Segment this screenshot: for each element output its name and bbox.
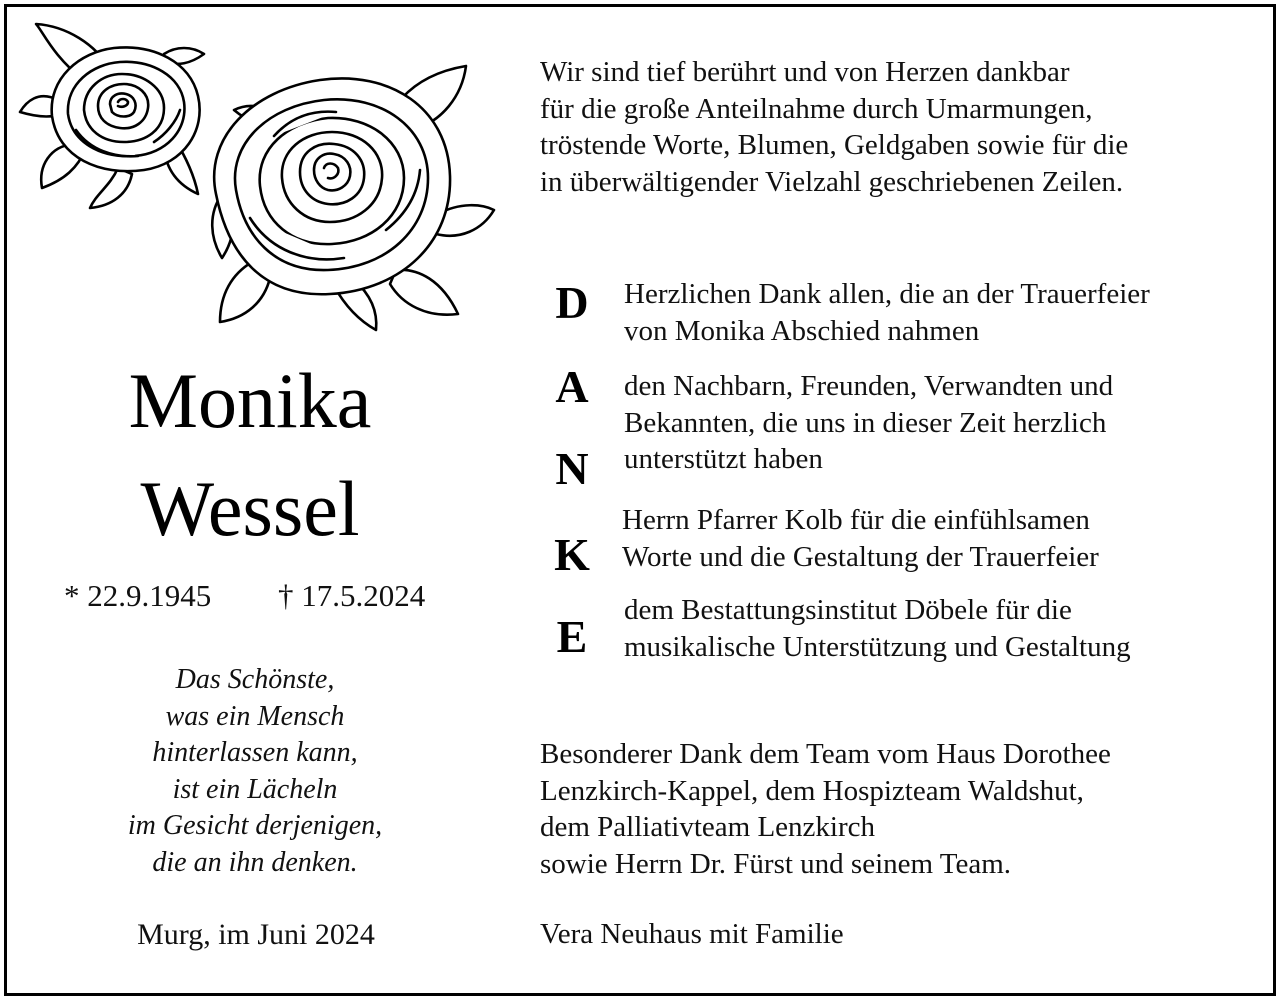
entry-line: musikalische Unterstützung und Gestaltung bbox=[624, 630, 1131, 663]
entry-line: dem Bestattungsinstitut Döbele für die bbox=[624, 594, 1072, 626]
poem-line: Das Schönste, bbox=[175, 664, 335, 695]
poem-line: was ein Mensch bbox=[165, 700, 345, 732]
special-thanks bbox=[540, 736, 1111, 882]
roses-illustration bbox=[14, 18, 504, 338]
entry-line: Worte und die Gestaltung der Trauerfeier bbox=[622, 540, 1099, 573]
poem bbox=[60, 662, 450, 881]
place-date: Murg, im Juni 2024 bbox=[137, 918, 375, 951]
birth-date: * 22.9.1945 bbox=[64, 578, 212, 613]
danke-letter-e: E bbox=[556, 611, 588, 662]
intro-paragraph bbox=[540, 54, 1128, 200]
danke-letter-a: A bbox=[555, 361, 589, 412]
poem-line: im Gesicht derjenigen, bbox=[127, 810, 383, 841]
death-date: † 17.5.2024 bbox=[278, 578, 426, 613]
danke-letter-d: D bbox=[555, 277, 589, 328]
poem-line: die an ihn denken. bbox=[152, 846, 358, 878]
entry-line: unterstützt haben bbox=[624, 443, 823, 475]
special-thanks-line: dem Palliativteam Lenzkirch bbox=[540, 811, 875, 843]
intro-line: für die große Anteilnahme durch Umarmungen, bbox=[540, 92, 1093, 125]
poem-line: ist ein Lächeln bbox=[172, 773, 338, 805]
entry-line: Herrn Pfarrer Kolb für die einfühlsamen bbox=[622, 504, 1090, 536]
intro-line: in überwältigender Vielzahl geschriebenen Zeilen. bbox=[540, 165, 1124, 198]
danke-entry-neighbours bbox=[624, 368, 1113, 478]
entry-line: den Nachbarn, Freunden, Verwandten und bbox=[624, 370, 1114, 402]
danke-entry-guests bbox=[624, 276, 1150, 349]
special-thanks-line: Besonderer Dank dem Team vom Haus Dorothee bbox=[540, 738, 1111, 770]
entry-line: von Monika Abschied nahmen bbox=[624, 314, 980, 347]
signature: Vera Neuhaus mit Familie bbox=[540, 918, 844, 950]
special-thanks-line: sowie Herrn Dr. Fürst und seinem Team. bbox=[540, 847, 1012, 880]
poem-line: hinterlassen kann, bbox=[152, 737, 358, 768]
danke-letter-n: N bbox=[555, 443, 589, 494]
first-name: Monika bbox=[128, 357, 372, 444]
special-thanks-line: Lenzkirch-Kappel, dem Hospizteam Waldshut, bbox=[540, 774, 1084, 807]
entry-line: Herzlichen Dank allen, die an der Trauerfeier bbox=[624, 278, 1150, 310]
intro-line: tröstende Worte, Blumen, Geldgaben sowie für die bbox=[540, 129, 1129, 161]
danke-entry-funeral-home bbox=[624, 592, 1131, 665]
danke-entry-pastor bbox=[622, 502, 1099, 575]
danke-letter-k: K bbox=[554, 529, 590, 580]
intro-line: Wir sind tief berührt und von Herzen dankbar bbox=[540, 56, 1070, 88]
last-name: Wessel bbox=[140, 465, 360, 552]
entry-line: Bekannten, die uns in dieser Zeit herzlich bbox=[624, 406, 1107, 439]
